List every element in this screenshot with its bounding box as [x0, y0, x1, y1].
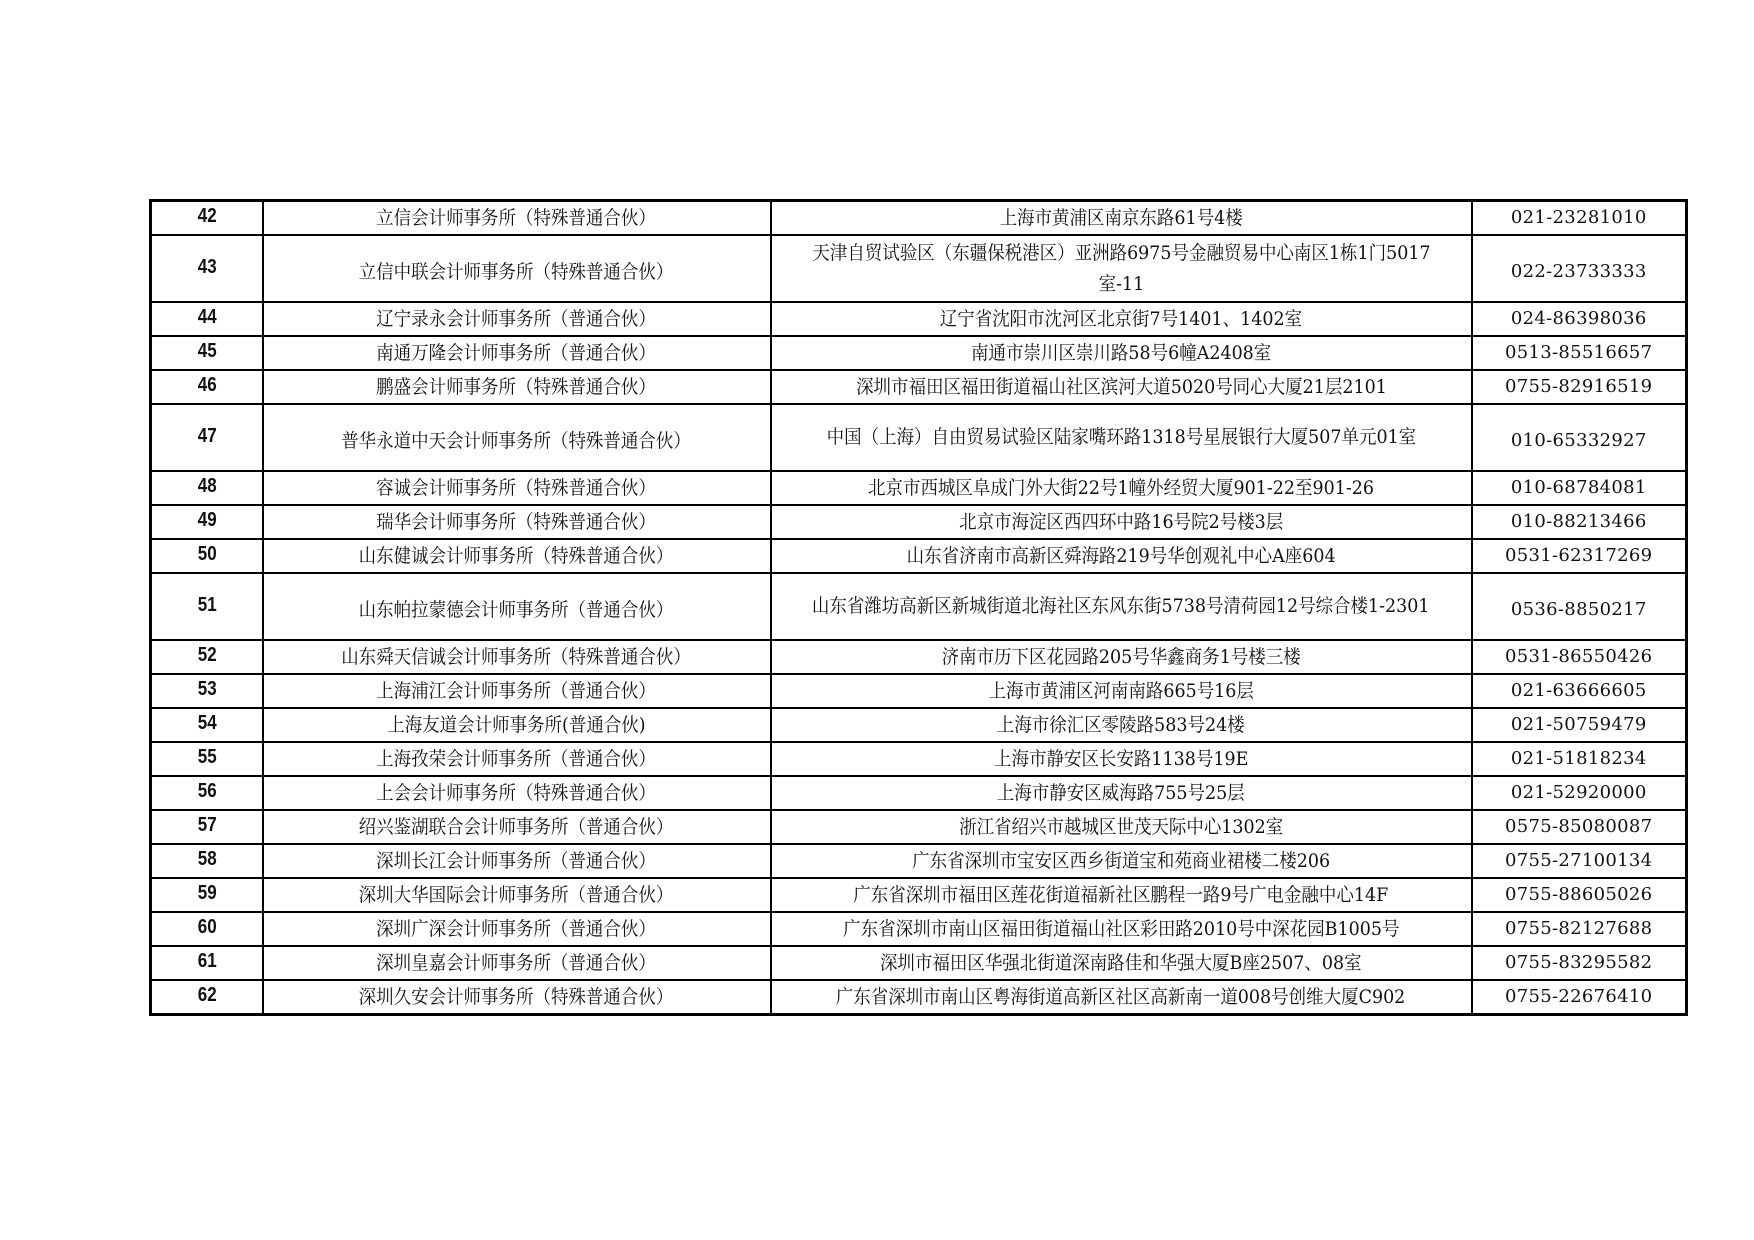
firm-address [771, 980, 1472, 1015]
firm-address-text: 上海市静安区威海路755号25层 [997, 782, 1245, 804]
row-number: 52 [159, 640, 254, 674]
firm-address-text: 广东省深圳市南山区粤海街道高新区社区高新南一道008号创维大厦C902 [836, 986, 1406, 1008]
firm-address-text: 北京市海淀区西四环中路16号院2号楼3层 [958, 511, 1284, 533]
firm-name-text: 立信中联会计师事务所（特殊普通合伙） [359, 260, 674, 283]
firm-name [263, 844, 771, 878]
firm-address [771, 235, 1472, 302]
table-row [151, 810, 1687, 844]
firm-phone: 022-23733333 [1472, 235, 1687, 302]
row-number: 59 [159, 878, 254, 912]
table-row [151, 370, 1687, 404]
firm-address [771, 370, 1472, 404]
firm-name-text: 鹏盛会计师事务所（特殊普通合伙） [376, 376, 657, 398]
table-row [151, 404, 1687, 471]
table-row [151, 980, 1687, 1015]
firm-phone: 021-63666605 [1472, 674, 1687, 708]
firm-address [771, 640, 1472, 674]
row-number: 55 [159, 742, 254, 776]
row-number: 44 [159, 302, 254, 336]
firm-name-text: 上海孜荣会计师事务所（普通合伙） [376, 748, 657, 770]
firm-name [263, 336, 771, 370]
firm-phone: 0575-85080087 [1472, 810, 1687, 844]
row-number: 57 [159, 810, 254, 844]
firm-name-text: 山东健诚会计师事务所（特殊普通合伙） [359, 545, 674, 567]
row-number: 56 [159, 776, 254, 810]
firm-address-text: 广东省深圳市南山区福田街道福山社区彩田路2010号中深花园B1005号 [842, 918, 1400, 940]
table-row [151, 302, 1687, 336]
firm-name [263, 980, 771, 1015]
firm-name-text: 深圳长江会计师事务所（普通合伙） [376, 850, 657, 872]
table-row [151, 235, 1687, 302]
firm-name-text: 辽宁录永会计师事务所（普通合伙） [376, 308, 657, 330]
firm-address-text: 山东省潍坊高新区新城街道北海社区东风东街5738号清荷园12号综合楼1-2301 [812, 595, 1430, 617]
firm-address [771, 201, 1472, 236]
row-number: 60 [159, 912, 254, 946]
firm-name [263, 302, 771, 336]
table-row [151, 573, 1687, 640]
row-number: 53 [159, 674, 254, 708]
firm-name [263, 370, 771, 404]
firm-phone: 021-50759479 [1472, 708, 1687, 742]
firm-address-text: 南通市崇川区崇川路58号6幢A2408室 [970, 342, 1272, 364]
firm-name [263, 810, 771, 844]
firm-address-text: 广东省深圳市宝安区西乡街道宝和苑商业裙楼二楼206 [912, 850, 1330, 872]
firm-name [263, 776, 771, 810]
table-row [151, 201, 1687, 236]
firm-name-text: 上海浦江会计师事务所（普通合伙） [376, 680, 657, 702]
firm-name-text: 绍兴鉴湖联合会计师事务所（普通合伙） [359, 816, 674, 838]
firm-phone: 021-51818234 [1472, 742, 1687, 776]
row-number: 48 [159, 471, 254, 505]
table-row [151, 471, 1687, 505]
firm-name-text: 立信会计师事务所（特殊普通合伙） [376, 207, 657, 229]
row-number: 58 [159, 844, 254, 878]
row-number: 45 [159, 336, 254, 370]
firm-phone: 0531-62317269 [1472, 539, 1687, 573]
firm-address [771, 336, 1472, 370]
table-body [151, 201, 1687, 1015]
table-row [151, 336, 1687, 370]
firm-address [771, 505, 1472, 539]
firm-address [771, 302, 1472, 336]
firm-address [771, 708, 1472, 742]
firm-address [771, 776, 1472, 810]
firm-name [263, 201, 771, 236]
firm-phone: 0755-82916519 [1472, 370, 1687, 404]
firm-address-text: 中国（上海）自由贸易试验区陆家嘴环路1318号星展银行大厦507单元01室 [826, 426, 1416, 448]
firm-name-text: 南通万隆会计师事务所（普通合伙） [376, 342, 657, 364]
firm-address-text: 上海市黄浦区河南南路665号16层 [988, 680, 1254, 702]
firm-phone: 0755-82127688 [1472, 912, 1687, 946]
firm-name-text: 上会会计师事务所（特殊普通合伙） [376, 782, 657, 804]
firm-name-text: 深圳皇嘉会计师事务所（普通合伙） [376, 952, 657, 974]
table-row [151, 539, 1687, 573]
firm-address-text: 深圳市福田区华强北街道深南路佳和华强大厦B座2507、08室 [880, 952, 1362, 974]
firm-address-text: 北京市西城区阜成门外大街22号1幢外经贸大厦901-22至901-26 [868, 477, 1374, 499]
firm-phone: 0755-88605026 [1472, 878, 1687, 912]
table-row [151, 674, 1687, 708]
firm-name [263, 674, 771, 708]
row-number: 42 [159, 201, 254, 236]
firm-address [771, 912, 1472, 946]
firm-name [263, 878, 771, 912]
table-row [151, 742, 1687, 776]
firm-address [771, 810, 1472, 844]
row-number: 43 [159, 235, 254, 302]
firm-address-text: 上海市黄浦区南京东路61号4楼 [999, 207, 1243, 229]
firm-address [771, 844, 1472, 878]
firm-address [771, 878, 1472, 912]
firm-phone: 0531-86550426 [1472, 640, 1687, 674]
firm-address-text: 辽宁省沈阳市沈河区北京街7号1401、1402室 [939, 308, 1303, 330]
firm-phone: 024-86398036 [1472, 302, 1687, 336]
firm-phone: 0755-83295582 [1472, 946, 1687, 980]
firm-phone: 0755-22676410 [1472, 980, 1687, 1015]
firm-name-text: 深圳久安会计师事务所（特殊普通合伙） [359, 986, 674, 1008]
firm-address-text: 上海市徐汇区零陵路583号24楼 [997, 714, 1245, 736]
firm-name-text: 容诚会计师事务所（特殊普通合伙） [376, 477, 657, 499]
firm-address-text: 深圳市福田区福田街道福山社区滨河大道5020号同心大厦21层2101 [855, 376, 1387, 398]
firm-address [771, 674, 1472, 708]
firm-name [263, 912, 771, 946]
firm-name-text: 上海友道会计师事务所(普通合伙) [387, 714, 646, 736]
firm-address-text: 浙江省绍兴市越城区世茂天际中心1302室 [958, 816, 1284, 838]
firm-address [771, 742, 1472, 776]
firm-name [263, 471, 771, 505]
firm-phone: 0536-8850217 [1472, 573, 1687, 640]
firm-address-text: 广东省深圳市福田区莲花街道福新社区鹏程一路9号广电金融中心14F [853, 884, 1389, 906]
firm-phone: 0755-27100134 [1472, 844, 1687, 878]
row-number: 49 [159, 505, 254, 539]
firm-name [263, 235, 771, 302]
firm-phone: 021-52920000 [1472, 776, 1687, 810]
firm-name-text: 瑞华会计师事务所（特殊普通合伙） [376, 511, 657, 533]
table-row [151, 912, 1687, 946]
row-number: 61 [159, 946, 254, 980]
firm-address [771, 573, 1472, 640]
firm-name-text: 普华永道中天会计师事务所（特殊普通合伙） [341, 429, 692, 452]
firm-phone: 010-65332927 [1472, 404, 1687, 471]
firm-name [263, 742, 771, 776]
firm-name [263, 708, 771, 742]
firm-phone: 010-88213466 [1472, 505, 1687, 539]
firm-name [263, 404, 771, 471]
table-row [151, 946, 1687, 980]
table-row [151, 844, 1687, 878]
row-number: 46 [159, 370, 254, 404]
row-number: 54 [159, 708, 254, 742]
firm-address-text: 天津自贸试验区（东疆保税港区）亚洲路6975号金融贸易中心南区1栋1门5017室-11 [811, 241, 1431, 295]
row-number: 62 [159, 980, 254, 1015]
row-number: 50 [159, 539, 254, 573]
firm-address [771, 946, 1472, 980]
firm-phone: 010-68784081 [1472, 471, 1687, 505]
accounting-firms-table [149, 199, 1688, 1016]
firm-name [263, 640, 771, 674]
table-row [151, 776, 1687, 810]
firm-address-text: 山东省济南市高新区舜海路219号华创观礼中心A座604 [906, 545, 1336, 567]
table-row [151, 878, 1687, 912]
firm-phone: 021-23281010 [1472, 201, 1687, 236]
table-row [151, 640, 1687, 674]
firm-address [771, 471, 1472, 505]
firm-address-text: 济南市历下区花园路205号华鑫商务1号楼三楼 [941, 646, 1301, 668]
firm-name [263, 573, 771, 640]
firm-phone: 0513-85516657 [1472, 336, 1687, 370]
firm-name [263, 505, 771, 539]
row-number: 51 [159, 573, 254, 640]
row-number: 47 [159, 404, 254, 471]
firm-name-text: 山东舜天信诚会计师事务所（特殊普通合伙） [341, 646, 692, 668]
firm-address-text: 上海市静安区长安路1138号19E [993, 748, 1249, 770]
firm-name [263, 946, 771, 980]
firm-name-text: 深圳大华国际会计师事务所（普通合伙） [359, 884, 674, 906]
firm-name-text: 山东帕拉蒙德会计师事务所（普通合伙） [359, 598, 674, 621]
firm-address [771, 404, 1472, 471]
firm-address [771, 539, 1472, 573]
table-row [151, 708, 1687, 742]
firm-name [263, 539, 771, 573]
table-row [151, 505, 1687, 539]
firm-name-text: 深圳广深会计师事务所（普通合伙） [376, 918, 657, 940]
